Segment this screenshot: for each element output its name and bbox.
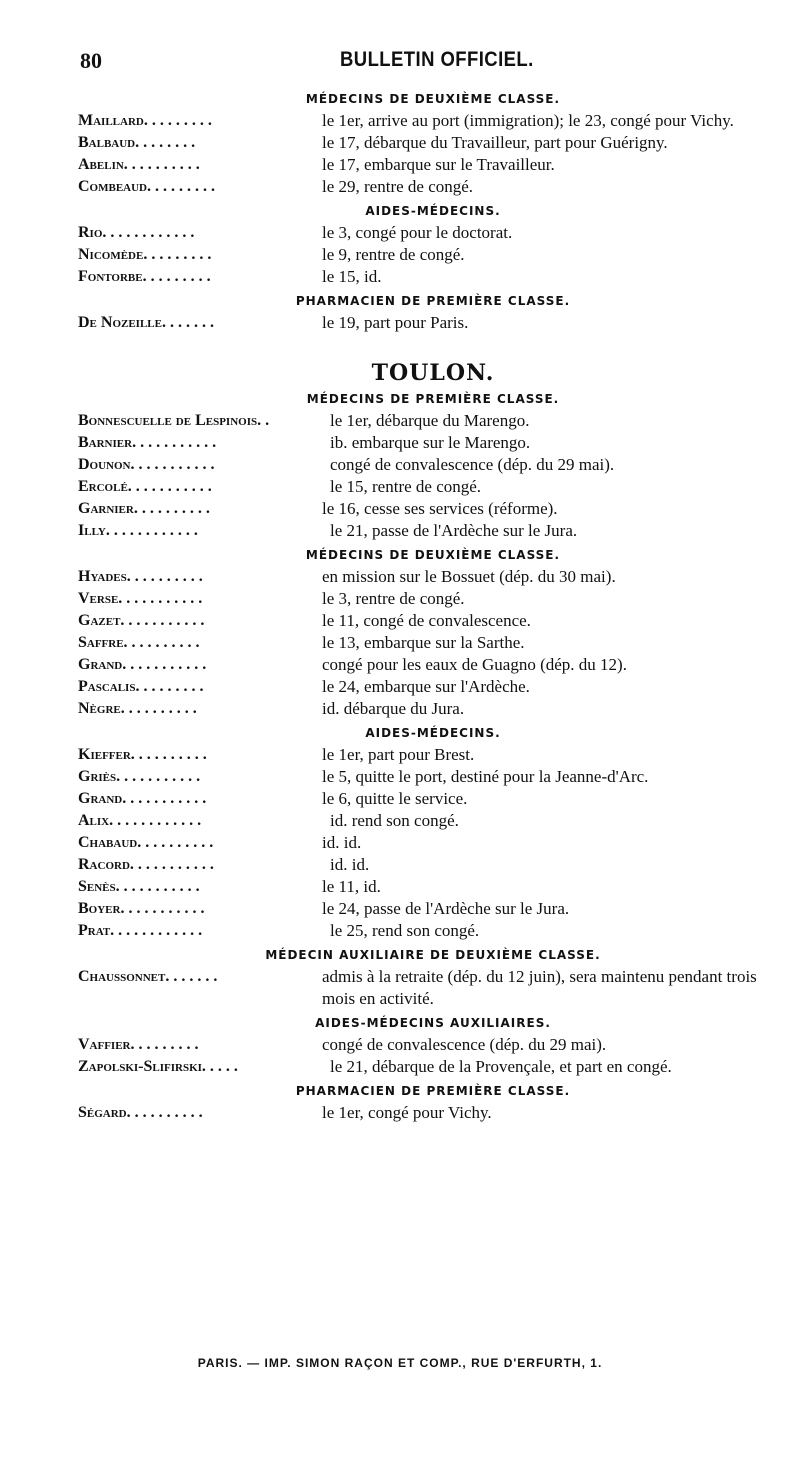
- entry-name: Grand. . . . . . . . . . .: [78, 656, 207, 673]
- entry-row: [78, 698, 758, 720]
- entry-row: [78, 654, 758, 676]
- entry-text: le 24, embarque sur l'Ardèche.: [322, 677, 530, 696]
- entry-name: Prat. . . . . . . . . . . .: [78, 922, 203, 939]
- entry-row: [78, 410, 758, 432]
- entry-text: le 6, quitte le service.: [322, 789, 468, 808]
- entry-name: Griès. . . . . . . . . . .: [78, 768, 201, 785]
- entry-name: Kieffer. . . . . . . . . .: [78, 746, 207, 763]
- entry-row: [78, 898, 758, 920]
- entry-name: Racord. . . . . . . . . . .: [78, 856, 214, 873]
- entry-name: Bonnescuelle de Lespinois. .: [78, 412, 270, 429]
- entry-text: le 11, id.: [322, 877, 381, 896]
- entry-text: le 16, cesse ses services (réforme).: [322, 499, 558, 518]
- entry-text: congé de convalescence (dép. du 29 mai).: [330, 455, 615, 474]
- entry-text: le 21, débarque de la Provençale, et part en congé.: [330, 1057, 672, 1076]
- entry-name: Illy. . . . . . . . . . . .: [78, 522, 198, 539]
- entry-text: le 24, passe de l'Ardèche sur le Jura.: [322, 899, 570, 918]
- section-heading: AIDES-MÉDECINS AUXILIAIRES.: [315, 1016, 551, 1030]
- entry-name: Balbaud. . . . . . . .: [78, 134, 196, 151]
- entry-name: Maillard. . . . . . . . .: [78, 112, 212, 129]
- section-heading: MÉDECIN AUXILIAIRE DE DEUXIÈME CLASSE.: [265, 948, 601, 962]
- entry-text: id. id.: [330, 855, 370, 874]
- entry-name: Alix. . . . . . . . . . . .: [78, 812, 202, 829]
- entry-row: [78, 222, 758, 244]
- section-heading: AIDES-MÉDECINS.: [365, 204, 501, 218]
- entry-row: [78, 832, 758, 854]
- entry-name: Barnier. . . . . . . . . . .: [78, 434, 217, 451]
- entry-row: [78, 312, 758, 334]
- entry-name: Pascalis. . . . . . . . .: [78, 678, 204, 695]
- entry-row: [78, 1034, 758, 1056]
- entry-text: le 19, part pour Paris.: [322, 313, 469, 332]
- page-header: [80, 44, 740, 74]
- entry-text: id. rend son congé.: [330, 811, 459, 830]
- entry-row: [78, 566, 758, 588]
- entry-text: en mission sur le Bossuet (dép. du 30 mai).: [322, 567, 616, 586]
- entry-text: le 15, rentre de congé.: [330, 477, 482, 496]
- entry-text: ib. embarque sur le Marengo.: [330, 433, 531, 452]
- entry-text: le 1er, part pour Brest.: [322, 745, 475, 764]
- entry-row: [78, 588, 758, 610]
- entry-name: Nicomède. . . . . . . . .: [78, 246, 212, 263]
- entry-text: id. id.: [322, 833, 362, 852]
- entry-name: Grand. . . . . . . . . . .: [78, 790, 207, 807]
- section-heading: MÉDECINS DE PREMIÈRE CLASSE.: [306, 392, 560, 406]
- entry-name: Gazet. . . . . . . . . . .: [78, 612, 205, 629]
- entry-row: [78, 676, 758, 698]
- entry-row: [78, 920, 758, 942]
- entry-name: Vaffier. . . . . . . . .: [78, 1036, 199, 1053]
- entry-name: Ségard. . . . . . . . . .: [78, 1104, 203, 1121]
- entry-name: Garnier. . . . . . . . . .: [78, 500, 210, 517]
- entry-row: [78, 610, 758, 632]
- entry-text: le 29, rentre de congé.: [322, 177, 474, 196]
- entry-name: Nègre. . . . . . . . . .: [78, 700, 197, 717]
- entry-name: Combeaud. . . . . . . . .: [78, 178, 215, 195]
- entry-name: Saffre. . . . . . . . . .: [78, 634, 200, 651]
- entry-name: Dounon. . . . . . . . . . .: [78, 456, 215, 473]
- entry-name: Verse. . . . . . . . . . .: [78, 590, 203, 607]
- entry-row: [78, 476, 758, 498]
- entry-row: [78, 244, 758, 266]
- entry-row: [78, 432, 758, 454]
- entry-text: le 9, rentre de congé.: [322, 245, 465, 264]
- section-heading: PHARMACIEN DE PREMIÈRE CLASSE.: [295, 1084, 571, 1098]
- section-heading: MÉDECINS DE DEUXIÈME CLASSE.: [305, 92, 561, 106]
- entry-text: le 3, rentre de congé.: [322, 589, 465, 608]
- entry-text: congé de convalescence (dép. du 29 mai).: [322, 1035, 607, 1054]
- city-heading: TOULON.: [371, 360, 495, 386]
- entry-row: [78, 876, 758, 898]
- entry-row: [78, 266, 758, 288]
- entry-row: [78, 520, 758, 542]
- entry-row: [78, 810, 758, 832]
- entry-row: [78, 788, 758, 810]
- entry-text: le 17, embarque sur le Travailleur.: [322, 155, 555, 174]
- section-heading: AIDES-MÉDECINS.: [365, 726, 501, 740]
- entry-name: Boyer. . . . . . . . . . .: [78, 900, 205, 917]
- entry-row: [78, 454, 758, 476]
- entry-text: le 13, embarque sur la Sarthe.: [322, 633, 525, 652]
- entry-text: le 5, quitte le port, destiné pour la Jeanne-d'Arc.: [322, 767, 649, 786]
- entry-row: [78, 498, 758, 520]
- entry-text: le 17, débarque du Travailleur, part pour Guérigny.: [322, 133, 668, 152]
- entry-name: Hyades. . . . . . . . . .: [78, 568, 203, 585]
- entry-name: Chabaud. . . . . . . . . .: [78, 834, 214, 851]
- entry-text: le 11, congé de convalescence.: [322, 611, 531, 630]
- entry-row: [78, 110, 758, 132]
- entry-row: [78, 1102, 758, 1124]
- document-body: [78, 86, 758, 1124]
- entry-text: le 21, passe de l'Ardèche sur le Jura.: [330, 521, 578, 540]
- entry-name: Abelin. . . . . . . . . .: [78, 156, 200, 173]
- entry-row: [78, 744, 758, 766]
- entry-text: id. débarque du Jura.: [322, 699, 465, 718]
- entry-text: admis à la retraite (dép. du 12 juin), sera maintenu pendant trois mois en activité.: [322, 967, 757, 1008]
- entry-name: De Nozeille. . . . . . .: [78, 314, 214, 331]
- page-number: 80: [80, 48, 102, 73]
- entry-row: [78, 1056, 758, 1078]
- entry-row: [78, 176, 758, 198]
- section-heading: PHARMACIEN DE PREMIÈRE CLASSE.: [295, 294, 571, 308]
- entry-name: Fontorbe. . . . . . . . .: [78, 268, 211, 285]
- imprint-footer: PARIS. — IMP. SIMON RAÇON ET COMP., RUE D'ERFURTH, 1.: [197, 1356, 603, 1370]
- entry-text: le 25, rend son congé.: [330, 921, 480, 940]
- entry-text: le 1er, congé pour Vichy.: [322, 1103, 492, 1122]
- entry-name: Senès. . . . . . . . . . .: [78, 878, 200, 895]
- entry-text: le 1er, débarque du Marengo.: [330, 411, 530, 430]
- entry-row: [78, 966, 758, 1010]
- entry-name: Zapolski-Slifirski. . . . .: [78, 1058, 238, 1075]
- entry-name: Ercolé. . . . . . . . . . .: [78, 478, 212, 495]
- entry-text: congé pour les eaux de Guagno (dép. du 12).: [322, 655, 627, 674]
- running-title: BULLETIN OFFICIEL.: [340, 48, 534, 71]
- entry-row: [78, 154, 758, 176]
- entry-name: Rio. . . . . . . . . . . .: [78, 224, 195, 241]
- entry-row: [78, 766, 758, 788]
- entry-name: Chaussonnet. . . . . . .: [78, 968, 218, 985]
- entry-row: [78, 132, 758, 154]
- entry-row: [78, 632, 758, 654]
- entry-text: le 1er, arrive au port (immigration); le 23, congé pour Vichy.: [322, 111, 734, 130]
- entry-row: [78, 854, 758, 876]
- entry-text: le 15, id.: [322, 267, 382, 286]
- entry-text: le 3, congé pour le doctorat.: [322, 223, 513, 242]
- section-heading: MÉDECINS DE DEUXIÈME CLASSE.: [305, 548, 561, 562]
